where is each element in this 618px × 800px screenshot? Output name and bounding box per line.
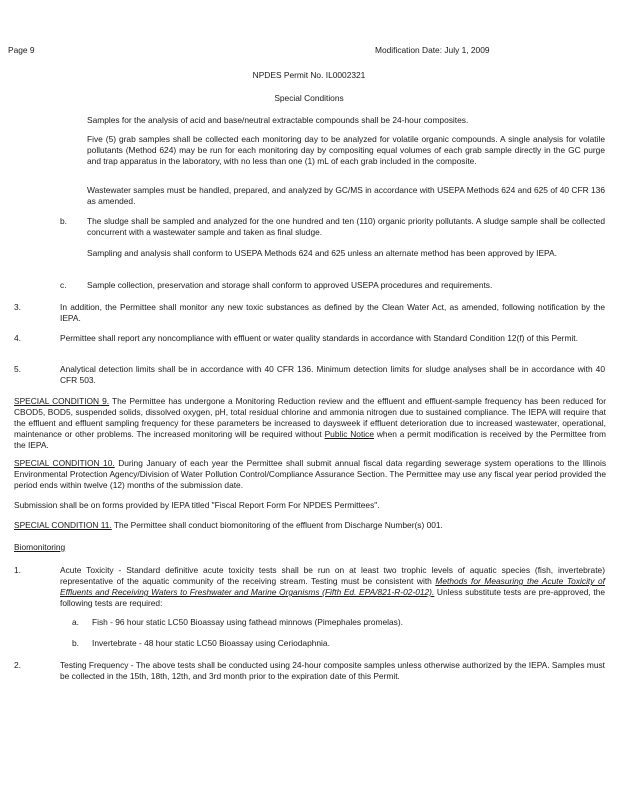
page-number: Page 9	[8, 45, 35, 55]
paragraph-sludge-sampling: The sludge shall be sampled and analyzed for the one hundred and ten (110) organic priority pollutants. A sludge sample shall be collected concurrent with a wastewater sample and taken as final sludge.	[87, 216, 605, 237]
special-condition-9-label: SPECIAL CONDITION 9.	[14, 396, 110, 406]
special-condition-11-text: The Permittee shall conduct biomonitoring of the effluent from Discharge Number(s) 001.	[113, 520, 443, 530]
special-condition-9-text: The Permittee has undergone a Monitoring Reduction review and the effluent and effluent-sample frequency has been reduced for CBOD5, BOD5, suspended solids, dissolved oxygen, pH, total residual chlorine and ammonia nitrogen due to sustained compliance. The IEPA will require that the effluent and effluent sampling frequency for these parameters be increased to daysweek if effluent deterioration due to increased wastewater, operational, maintenance or other problems. The increased monitoring will be required without	[14, 396, 606, 439]
item-label-a: a.	[72, 617, 79, 627]
paragraph-fiscal-report-forms: Submission shall be on forms provided by IEPA titled "Fiscal Report Form For NPDES Permittees".	[14, 500, 380, 510]
epa-methods-reference: Methods for Measuring the Acute Toxicity of Effluents and Receiving Waters to Freshwater and Marine Organisms (Fifth Ed. EPA/821-R-02-012).	[60, 576, 605, 597]
paragraph-detection-limits: Analytical detection limits shall be in accordance with 40 CFR 136. Minimum detection limits for sludge analyses shall be in accordance with 40 CFR 503.	[60, 364, 605, 385]
biomonitoring-heading-text: Biomonitoring	[14, 542, 66, 552]
permit-number: NPDES Permit No. IL0002321	[252, 70, 366, 80]
paragraph-invertebrate-bioassay: Invertebrate - 48 hour static LC50 Bioassay using Ceriodaphnia.	[92, 638, 330, 648]
paragraph-fish-bioassay: Fish - 96 hour static LC50 Bioassay using fathead minnows (Pimephales promelas).	[92, 617, 403, 627]
item-number-1: 1.	[14, 565, 21, 575]
paragraph-testing-frequency: Testing Frequency - The above tests shall be conducted using 24-hour composite samples unless otherwise authorized by the IEPA. Samples must be collected in the 15th, 18th, 12th, and 3rd month prior to the expiration date of this Permit.	[60, 660, 605, 681]
item-number-2: 2.	[14, 660, 21, 670]
special-condition-10-text: During January of each year the Permittee shall submit annual fiscal data regarding sewerage system operations to the Illinois Environmental Protection Agency/Division of Water Pollution Control/Compliance Assurance Section. The Permittee may use any fiscal year period provided the period ends within twelve (12) months of the submission date.	[14, 458, 607, 490]
item-number-3: 3.	[14, 302, 21, 312]
item-label-b: b.	[60, 216, 67, 226]
special-condition-9-end: when a permit modification is received by the Permittee from the IEPA.	[14, 429, 606, 450]
special-condition-11-label: SPECIAL CONDITION 11.	[14, 520, 112, 530]
paragraph-sludge-methods: Sampling and analysis shall conform to USEPA Methods 624 and 625 unless an alternate method has been approved by IEPA.	[87, 248, 557, 258]
special-condition-11	[14, 520, 606, 531]
paragraph-noncompliance: Permittee shall report any noncompliance with effluent or water quality standards in accordance with Standard Condition 12(f) of this Permit.	[60, 333, 578, 343]
item-number-4: 4.	[14, 333, 21, 343]
paragraph-extractable-composites: Samples for the analysis of acid and base/neutral extractable compounds shall be 24-hour composites.	[87, 115, 469, 125]
modification-date: Modification Date: July 1, 2009	[375, 45, 490, 55]
paragraph-volatile-grab-samples: Five (5) grab samples shall be collected each monitoring day to be analyzed for volatile organic compounds. A single analysis for volatile pollutants (Method 624) may be run for each monitoring day by compositing equal volumes of each grab sample directly in the GC purge and trap apparatus in the laboratory, with no less than one (1) mL of each grab included in the composite.	[87, 134, 605, 166]
paragraph-acute-toxicity	[60, 565, 605, 609]
section-title: Special Conditions	[274, 93, 344, 103]
paragraph-sample-collection: Sample collection, preservation and storage shall conform to approved USEPA procedures and requirements.	[87, 280, 493, 290]
special-condition-9	[14, 396, 606, 451]
biomonitoring-heading	[14, 542, 65, 553]
paragraph-new-toxic-substances: In addition, the Permittee shall monitor any new toxic substances as defined by the Clean Water Act, as amended, following notification by the IEPA.	[60, 302, 605, 323]
acute-toxicity-text: Acute Toxicity - Standard definitive acute toxicity tests shall be run on at least two trophic levels of aquatic species (fish, invertebrate) representative of the aquatic community of the receiving stream. Testing must be consistent with	[60, 565, 605, 586]
item-number-5: 5.	[14, 364, 21, 374]
special-condition-10-label: SPECIAL CONDITION 10.	[14, 458, 115, 468]
public-notice-text: Public Notice	[324, 429, 374, 439]
paragraph-gcms-methods: Wastewater samples must be handled, prepared, and analyzed by GC/MS in accordance with USEPA Methods 624 and 625 of 40 CFR 136 as amended.	[87, 185, 605, 206]
item-label-c: c.	[60, 280, 67, 290]
item-label-b2: b.	[72, 638, 79, 648]
acute-toxicity-required: Unless substitute tests are pre-approved, the following tests are required:	[60, 587, 606, 608]
special-condition-10	[14, 458, 606, 491]
